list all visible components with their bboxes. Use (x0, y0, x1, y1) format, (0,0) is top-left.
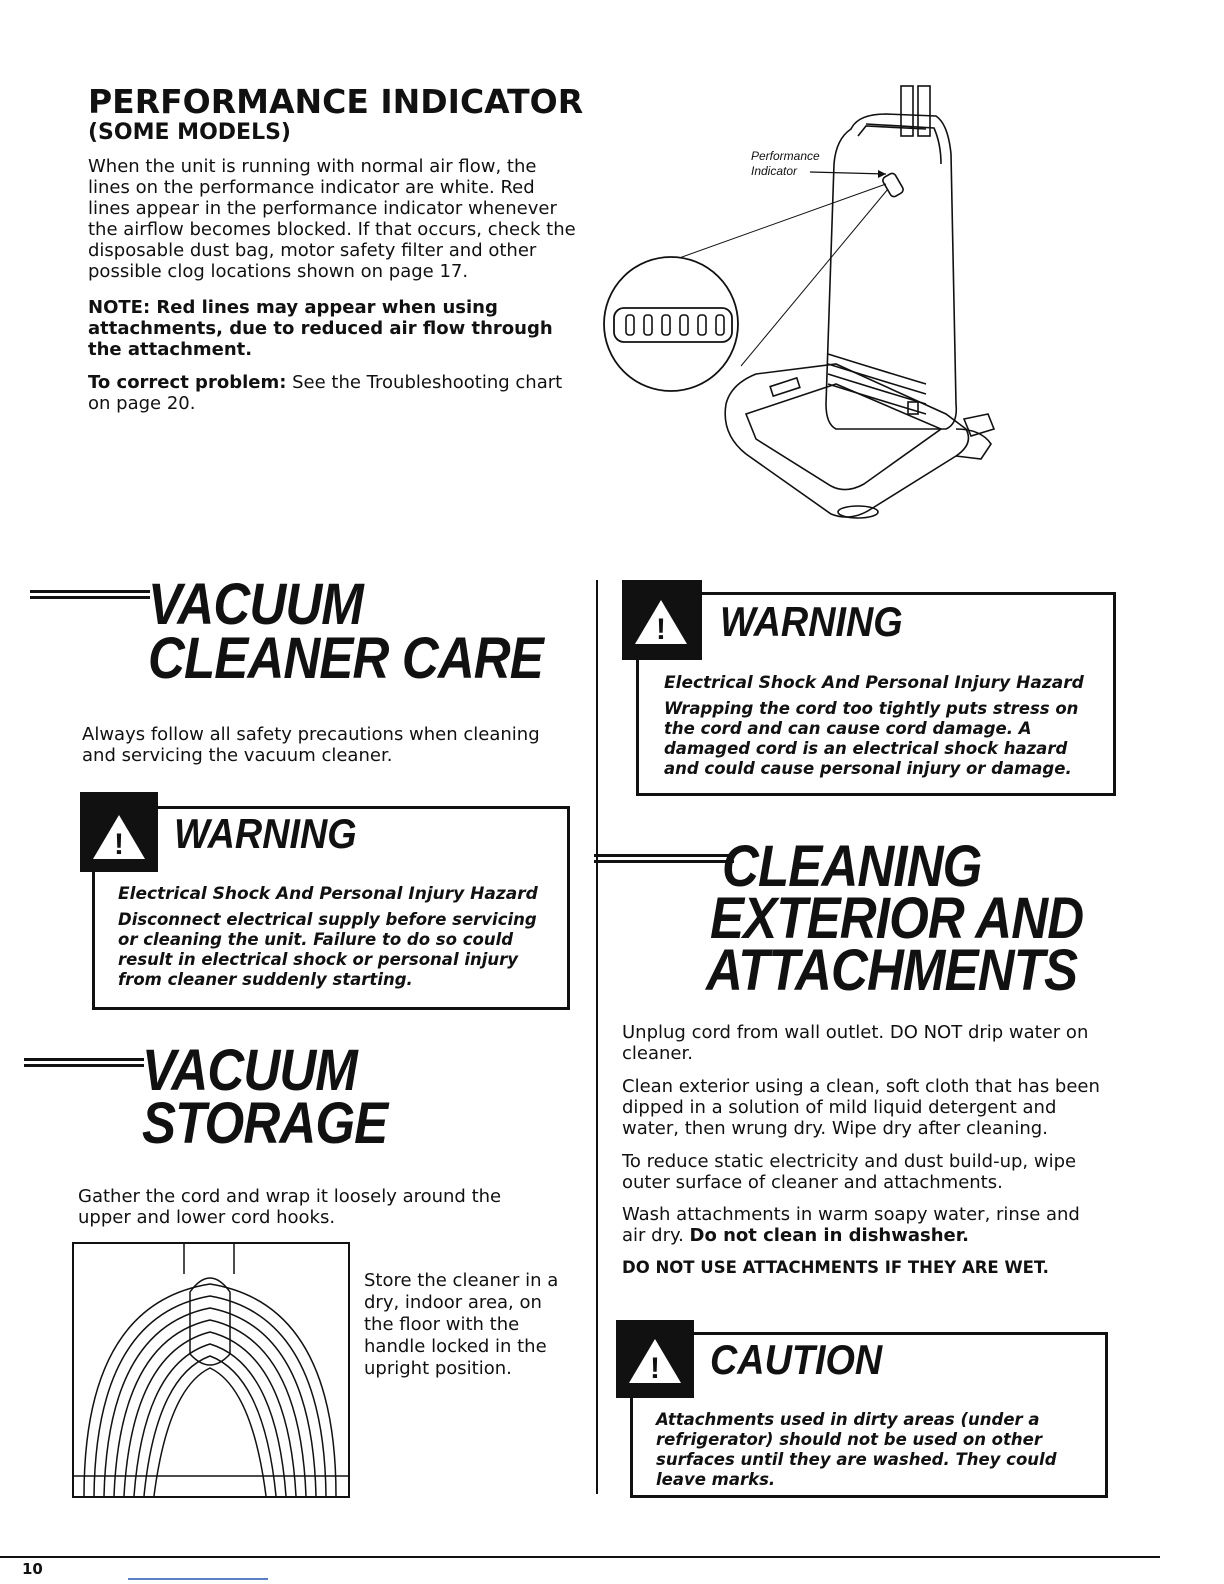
cord-wrap-illustration (72, 1242, 350, 1498)
warning-subheading: Electrical Shock And Personal Injury Hazard (664, 673, 1084, 693)
warning-triangle-icon (632, 597, 690, 647)
column-divider (596, 580, 598, 1494)
svg-text:!: ! (656, 613, 666, 646)
footer-rule (0, 1556, 1160, 1558)
title-cleaning-line1: CLEANING (722, 834, 982, 899)
title-rule-lines (24, 1058, 144, 1072)
footer-underline-mark (128, 1578, 268, 1580)
wash-warning: Do not clean in dishwasher. (689, 1225, 969, 1246)
performance-correct-problem (88, 372, 588, 414)
title-cleaning-line3: ATTACHMENTS (706, 938, 1078, 1003)
warning-subheading: Electrical Shock And Personal Injury Hazard (118, 884, 538, 904)
warning-body: Wrapping the cord too tightly puts stress on the cord and can cause cord damage. A damaged cord is an electrical shock hazard and could cause personal injury or damage. (664, 699, 1079, 778)
correct-problem-text: See the Troubleshooting chart on page 20. (88, 372, 563, 414)
care-intro: Always follow all safety precautions when cleaning and servicing the vacuum cleaner. (82, 724, 540, 766)
performance-note: NOTE: Red lines may appear when using attachments, due to reduced air flow through the attachment. (88, 297, 553, 360)
warning-heading: WARNING (174, 810, 357, 857)
performance-paragraph: When the unit is running with normal air flow, the lines on the performance indicator are white. Red lines appear in the performance indicator whenever the airflow becomes blocked. If that occurs, check the disposable dust bag, motor safety filter and other possible clog locations shown on page 17. (88, 156, 576, 282)
title-vacuum-storage-line1: VACUUM (142, 1038, 357, 1103)
warning-heading: WARNING (720, 598, 903, 645)
title-rule-lines (594, 854, 734, 868)
warning-triangle-icon (90, 812, 148, 862)
svg-text:!: ! (114, 828, 124, 861)
cleaning-step-wash (622, 1204, 1102, 1246)
vacuum-performance-illustration (596, 84, 1016, 524)
caution-body: Attachments used in dirty areas (under a refrigerator) should not be used on other surfaces until they are washed. They could leave marks. (656, 1410, 1057, 1489)
section-title-performance-indicator: PERFORMANCE INDICATOR (88, 82, 584, 121)
correct-problem-label: To correct problem: (88, 372, 287, 393)
cleaning-step-unplug: Unplug cord from wall outlet. DO NOT drip water on cleaner. (622, 1022, 1089, 1064)
title-vacuum-storage-line2: STORAGE (142, 1091, 388, 1156)
title-vacuum-cleaner-care-line1: VACUUM (148, 572, 363, 637)
title-vacuum-cleaner-care-line2: CLEANER CARE (148, 626, 543, 691)
title-cleaning-line2: EXTERIOR AND (710, 886, 1084, 951)
svg-text:!: ! (650, 1352, 660, 1385)
wash-text: Wash attachments in warm soapy water, rinse and air dry. (622, 1204, 1080, 1246)
title-rule-lines (30, 590, 150, 604)
cleaning-step-exterior: Clean exterior using a clean, soft cloth that has been dipped in a solution of mild liquid detergent and water, then wrung dry. Wipe dry after cleaning. (622, 1076, 1100, 1139)
caution-triangle-icon (626, 1336, 684, 1386)
warning-body: Disconnect electrical supply before servicing or cleaning the unit. Failure to do so could result in electrical shock or personal injury from cleaner suddenly starting. (118, 910, 537, 989)
vacuum-drawing (596, 84, 1016, 524)
storage-intro: Gather the cord and wrap it loosely around the upper and lower cord hooks. (78, 1186, 502, 1228)
cord-hook-drawing (74, 1244, 348, 1496)
caution-heading: CAUTION (710, 1336, 883, 1383)
storage-instructions: Store the cleaner in a dry, indoor area, on the floor with the handle locked in the upright position. (364, 1270, 559, 1379)
callout-label-line2: Indicator (751, 164, 798, 178)
callout-label-line1: Performance (751, 149, 820, 163)
cleaning-wet-warning: DO NOT USE ATTACHMENTS IF THEY ARE WET. (622, 1258, 1049, 1277)
cleaning-step-static: To reduce static electricity and dust build-up, wipe outer surface of cleaner and attachments. (622, 1151, 1077, 1193)
page-number: 10 (22, 1560, 43, 1578)
section-subtitle-some-models: (SOME MODELS) (88, 120, 291, 145)
